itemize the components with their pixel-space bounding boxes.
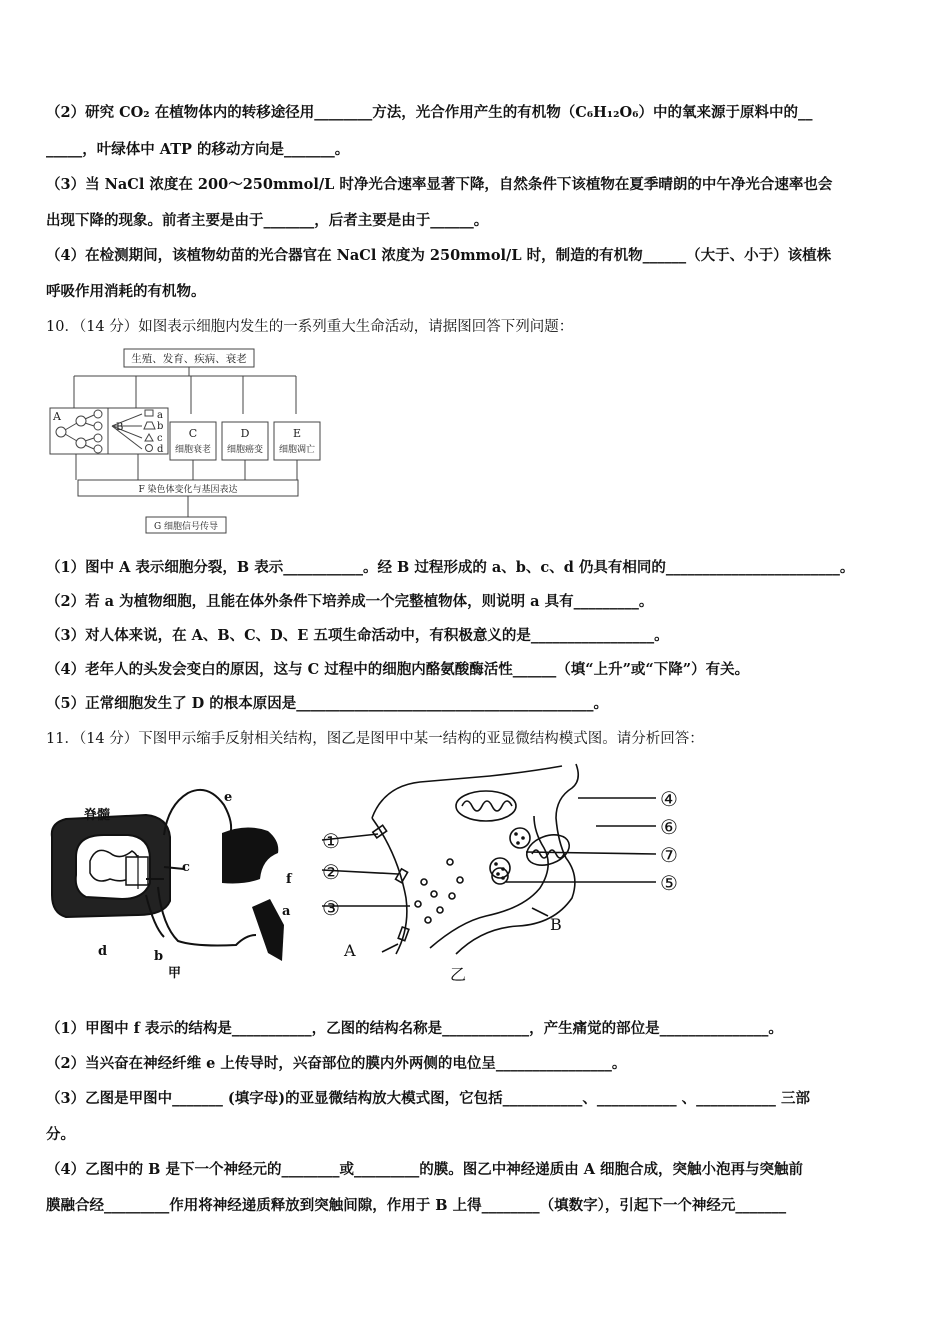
label-D: D xyxy=(240,427,250,440)
receptor-1 xyxy=(373,825,387,838)
label-B: B xyxy=(116,422,124,433)
label-circle-1: ① xyxy=(322,829,340,853)
q11-part4-line1: （4）乙图中的 B 是下一个神经元的________或_________的膜。图乙中神经递质由 A 细胞合成，突触小泡再与突触前 xyxy=(46,1161,804,1178)
label-A: A xyxy=(344,941,356,960)
mitochondrion-1 xyxy=(456,791,516,821)
label-d: d xyxy=(98,944,108,959)
q11-part2: （2）当兴奋在神经纤维 e 上传导时，兴奋部位的膜内外两侧的电位呈________________。 xyxy=(46,1055,627,1072)
reflex-arc-figure xyxy=(46,775,306,985)
q10-part5: （5）正常细胞发生了 D 的根本原因是_________________________________________。 xyxy=(46,695,609,712)
figure-jia-caption: 甲 xyxy=(168,966,182,981)
figure-yi-caption: 乙 xyxy=(450,965,467,984)
label-B: B xyxy=(550,915,562,934)
q11-part1: （1）甲图中 f 表示的结构是___________，乙图的结构名称是____________，产生痛觉的部位是_______________。 xyxy=(46,1020,783,1037)
spine-label: 脊髓 xyxy=(84,808,111,823)
label-A: A xyxy=(53,410,61,423)
label-e: e xyxy=(224,790,233,805)
label-circle-3: ③ xyxy=(322,896,340,920)
effector-muscle xyxy=(222,827,278,883)
output-d: d xyxy=(157,444,164,455)
output-b: b xyxy=(157,421,164,432)
q10-part1: （1）图中 A 表示细胞分裂，B 表示___________。经 B 过程形成的 a、b、c、d 仍具有相同的________________________。 xyxy=(46,559,855,576)
q11-header: 11．（14 分）下图甲示缩手反射相关结构，图乙是图甲中某一结构的亚显微结构模式图。请分析回答： xyxy=(46,731,704,747)
label-a: a xyxy=(282,904,291,919)
label-circle-2: ② xyxy=(322,860,340,884)
label-E-text: 细胞凋亡 xyxy=(278,445,316,455)
q10-part2: （2）若 a 为植物细胞，且能在体外条件下培养成一个完整植物体，则说明 a 具有_________。 xyxy=(46,593,654,610)
label-C: C xyxy=(188,427,198,440)
q11-part4-line2: 膜融合经_________作用将神经递质释放到突触间隙，作用于 B 上得________（填数字），引起下一个神经元_______ xyxy=(46,1197,787,1214)
label-circle-5: ⑤ xyxy=(660,871,678,895)
q11-part3-line1: （3）乙图是甲图中_______ (填字母)的亚显微结构放大模式图，它包括___________、___________ 、___________ 三部 xyxy=(46,1090,810,1107)
q9-part3-line1: （3）当 NaCl 浓度在 200～250mmol/L 时净光合速率显著下降，自然条件下该植物在夏季晴朗的中午净光合速率也会 xyxy=(46,176,833,193)
output-a: a xyxy=(157,410,163,421)
receptor-skin xyxy=(252,899,284,961)
label-b: b xyxy=(154,949,164,964)
cell-life-activities-diagram xyxy=(46,346,321,536)
label-circle-6: ⑥ xyxy=(660,815,678,839)
output-c: c xyxy=(157,433,163,444)
label-C-text: 细胞衰老 xyxy=(174,445,212,455)
q9-part4-line2: 呼吸作用消耗的有机物。 xyxy=(46,283,206,300)
top-box-text: 生殖、发育、疾病、衰老 xyxy=(131,353,247,365)
q9-part2-line2: _____，叶绿体中 ATP 的移动方向是_______。 xyxy=(46,141,350,158)
q10-part3: （3）对人体来说，在 A、B、C、D、E 五项生命活动中，有积极意义的是_________________。 xyxy=(46,627,669,644)
q10-part4: （4）老年人的头发会变白的原因，这与 C 过程中的细胞内酪氨酸酶活性______（填“上升”或“下降”）有关。 xyxy=(46,661,750,678)
label-circle-7: ⑦ xyxy=(660,843,678,867)
presynaptic-membrane-top xyxy=(372,766,562,818)
box-G-text: G 细胞信号传导 xyxy=(153,522,219,532)
q9-part2-line1: （2）研究 CO₂ 在植物体内的转移途径用________方法，光合作用产生的有机物（C₆H₁₂O₆）中的氧来源于原料中的__ xyxy=(46,104,813,121)
q10-header: 10．（14 分）如图表示细胞内发生的一系列重大生命活动，请据图回答下列问题： xyxy=(46,319,574,335)
box-F-text: F 染色体变化与基因表达 xyxy=(138,485,238,495)
vesicle-large-1 xyxy=(510,828,530,848)
label-circle-4: ④ xyxy=(660,787,678,811)
q9-part3-line2: 出现下降的现象。前者主要是由于_______，后者主要是由于______。 xyxy=(46,212,489,229)
label-E: E xyxy=(292,427,302,440)
label-D-text: 细胞癌变 xyxy=(226,445,264,455)
synapse-figure xyxy=(310,758,700,988)
q11-part3-line2: 分。 xyxy=(46,1126,75,1143)
label-f: f xyxy=(286,872,292,887)
q9-part4-line1: （4）在检测期间，该植物幼苗的光合器官在 NaCl 浓度为 250mmol/L 时，制造的有机物______（大于、小于）该植株 xyxy=(46,247,832,264)
label-c: c xyxy=(182,860,190,875)
